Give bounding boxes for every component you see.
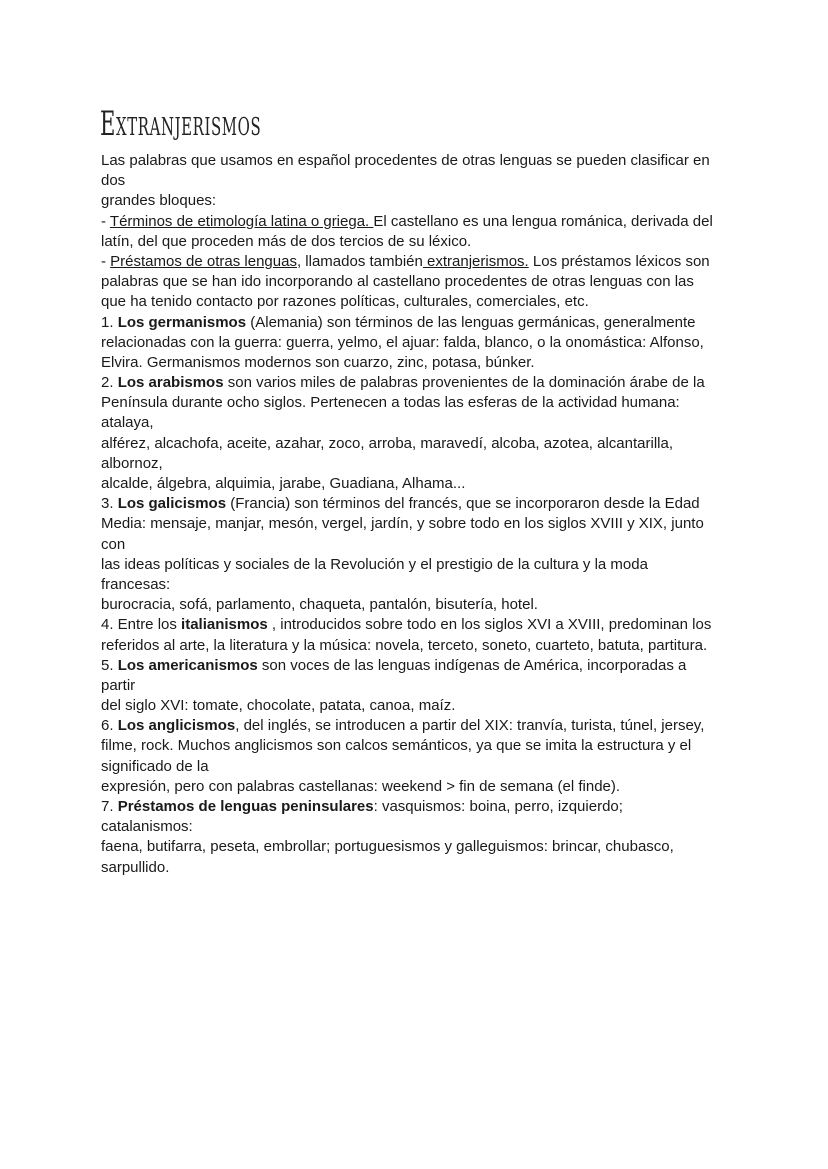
bold-term: Los anglicismos	[117, 717, 236, 735]
text-line	[101, 474, 713, 494]
text-line	[101, 232, 713, 252]
bold-term: italianismos	[181, 616, 268, 634]
text-segment: catalanismos:	[101, 818, 193, 836]
text-segment: sarpullido.	[101, 858, 170, 876]
text-line	[101, 373, 713, 393]
text-segment: filme, rock. Muchos anglicismos son calcos semánticos, ya que se imita la estructura y el	[101, 737, 692, 755]
text-segment: 3.	[101, 495, 118, 513]
text-segment: 7.	[101, 798, 118, 815]
text-line	[101, 272, 713, 292]
text-segment: atalaya,	[101, 414, 154, 432]
bold-term: Los galicismos	[117, 495, 227, 513]
underlined-text: extranjerismos.	[422, 252, 529, 270]
text-line	[101, 313, 713, 333]
text-line	[101, 393, 713, 413]
text-segment: 4. Entre los	[101, 616, 182, 634]
text-line	[101, 595, 713, 615]
text-line	[101, 434, 713, 454]
text-line	[101, 353, 713, 373]
text-line	[101, 575, 713, 595]
text-segment: 6.	[101, 717, 118, 735]
text-segment: son varios miles de palabras provenientes de la dominación árabe de la	[223, 374, 705, 392]
text-line	[101, 454, 713, 474]
text-segment: , del inglés, se introducen a partir del XIX: tranvía, turista, túnel, jersey,	[235, 717, 705, 735]
text-line	[101, 494, 713, 514]
bold-term: Los germanismos	[117, 313, 247, 331]
text-segment: significado de la	[101, 757, 209, 775]
text-segment: Elvira. Germanismos modernos son cuarzo, zinc, potasa, búnker.	[101, 353, 535, 371]
text-segment: con	[101, 535, 126, 553]
text-segment: dos	[101, 172, 126, 190]
text-segment: francesas:	[101, 575, 171, 593]
text-line	[101, 151, 713, 171]
text-segment: 2.	[101, 374, 118, 392]
text-line	[101, 858, 713, 878]
text-segment: 1.	[101, 313, 118, 331]
text-segment: referidos al arte, la literatura y la música: novela, terceto, soneto, cuarteto, batuta, partitura.	[101, 636, 708, 654]
text-segment: , llamados también	[296, 252, 423, 270]
text-segment: -	[101, 252, 111, 270]
text-segment: (Alemania) son términos de las lenguas germánicas, generalmente	[246, 313, 696, 331]
bold-term: Los arabismos	[117, 374, 224, 392]
text-segment: que ha tenido contacto por razones políticas, culturales, comerciales, etc.	[101, 293, 589, 311]
text-segment: Península durante ocho siglos. Pertenecen a todas las esferas de la actividad humana:	[101, 394, 680, 412]
text-segment: Las palabras que usamos en español procedentes de otras lenguas se pueden clasificar en	[101, 152, 710, 169]
text-segment: expresión, pero con palabras castellanas: weekend > fin de semana (el finde).	[101, 777, 621, 795]
text-segment: partir	[101, 676, 136, 694]
text-segment: latín, del que proceden más de dos tercios de su léxico.	[101, 232, 472, 250]
document-title: Extranjerismos	[100, 104, 262, 144]
text-line	[101, 797, 713, 817]
text-segment: faena, butifarra, peseta, embrollar; portuguesismos y galleguismos: brincar, chubasco,	[101, 838, 674, 856]
text-line	[101, 777, 713, 797]
text-line	[101, 676, 713, 696]
text-line	[101, 252, 713, 272]
text-segment: palabras que se han ido incorporando al castellano procedentes de otras lenguas con las	[101, 273, 694, 291]
text-segment: alférez, alcachofa, aceite, azahar, zoco, arroba, maravedí, alcoba, azotea, alcantarilla,	[101, 434, 673, 452]
text-line	[101, 333, 713, 353]
text-line	[101, 514, 713, 534]
text-segment: -	[101, 212, 110, 230]
bold-term: Los americanismos	[117, 656, 258, 674]
text-segment: las ideas políticas y sociales de la Revolución y el prestigio de la cultura y la moda	[101, 555, 648, 573]
text-line	[101, 555, 713, 575]
text-segment: 5.	[101, 656, 118, 674]
text-line	[101, 292, 713, 312]
text-segment: : vasquismos: boina, perro, izquierdo;	[373, 798, 623, 815]
text-line	[101, 656, 713, 676]
text-line	[101, 535, 713, 555]
text-line	[101, 636, 713, 656]
text-line	[101, 212, 713, 232]
text-line	[101, 191, 713, 211]
text-segment: El castellano es una lengua románica, derivada del	[373, 212, 713, 230]
text-segment: , introducidos sobre todo en los siglos XVI a XVIII, predominan los	[267, 616, 712, 634]
text-line	[101, 413, 713, 433]
text-segment: alcalde, álgebra, alquimia, jarabe, Guadiana, Alhama...	[101, 475, 466, 492]
text-segment: son voces de las lenguas indígenas de América, incorporadas a	[257, 656, 687, 674]
text-line	[101, 837, 713, 857]
text-line	[101, 696, 713, 716]
text-segment: relacionadas con la guerra: guerra, yelmo, el ajuar: falda, blanco, o la onomástica: Alfonso,	[101, 333, 704, 351]
text-segment: del siglo XVI: tomate, chocolate, patata, canoa, maíz.	[101, 697, 456, 715]
text-segment: Los préstamos léxicos son	[528, 252, 710, 270]
text-line	[101, 615, 713, 635]
text-segment: burocracia, sofá, parlamento, chaqueta, pantalón, bisutería, hotel.	[101, 596, 538, 614]
underlined-text: Préstamos de otras lenguas	[110, 252, 297, 270]
text-line	[101, 757, 713, 777]
text-segment: Media: mensaje, manjar, mesón, vergel, jardín, y sobre todo en los siglos XVIII y XIX, junto	[101, 515, 704, 533]
text-line	[101, 736, 713, 756]
text-segment: (Francia) son términos del francés, que se incorporaron desde la Edad	[226, 495, 700, 513]
text-line	[101, 171, 713, 191]
underlined-text: Términos de etimología latina o griega.	[109, 212, 374, 230]
bold-term: Préstamos de lenguas peninsulares	[117, 798, 374, 815]
document-body	[101, 151, 713, 878]
text-line	[101, 716, 713, 736]
text-segment: albornoz,	[101, 454, 163, 472]
text-line	[101, 817, 713, 837]
text-segment: grandes bloques:	[101, 192, 217, 210]
